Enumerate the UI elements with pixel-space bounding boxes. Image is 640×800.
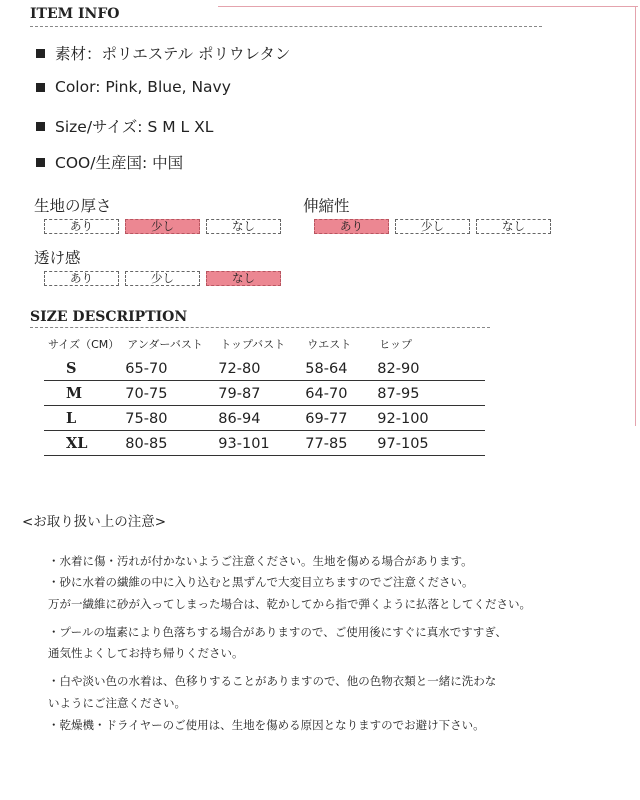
waist-cell: 58-64 <box>303 356 375 381</box>
info-row-size <box>36 115 213 137</box>
header-topbust: トップバスト <box>220 338 286 351</box>
underbust-cell: 70-75 <box>123 381 216 406</box>
info-row-text: Color: Pink, Blue, Navy <box>55 78 231 96</box>
hip-cell: 97-105 <box>375 431 485 456</box>
size-cell: M <box>44 381 123 406</box>
size-cell: XL <box>44 431 123 456</box>
decorative-line-right <box>635 6 636 426</box>
header-waist: ウエスト <box>307 338 352 351</box>
square-bullet-icon <box>36 49 45 58</box>
header-hip: ヒップ <box>379 338 412 351</box>
info-row-text: Size/サイズ: S M L XL <box>55 118 214 136</box>
sheer-label: 透け感 <box>34 249 81 267</box>
table-row <box>44 431 485 456</box>
hip-cell: 87-95 <box>375 381 485 406</box>
table-row <box>44 381 485 406</box>
waist-cell: 64-70 <box>303 381 375 406</box>
square-bullet-icon <box>36 122 45 131</box>
stretch-options <box>314 219 557 234</box>
care-line: 通気性よくしてお持ち帰りください。 <box>48 646 244 660</box>
topbust-cell: 86-94 <box>216 406 303 431</box>
thickness-label: 生地の厚さ <box>34 197 112 215</box>
header-underbust: アンダーバスト <box>127 338 203 351</box>
size-table <box>44 334 485 456</box>
underbust-cell: 80-85 <box>123 431 216 456</box>
care-title: <お取り扱い上の注意> <box>22 514 167 530</box>
topbust-cell: 72-80 <box>216 356 303 381</box>
table-row <box>44 406 485 431</box>
thickness-option-ari: あり <box>44 219 119 234</box>
size-table-header-row <box>44 334 485 356</box>
thickness-option-sukoshi: 少し <box>125 219 200 234</box>
square-bullet-icon <box>36 83 45 92</box>
info-row-material <box>36 42 290 64</box>
item-info-divider <box>30 26 542 27</box>
underbust-cell: 65-70 <box>123 356 216 381</box>
sheer-option-ari: あり <box>44 271 119 286</box>
sheer-option-sukoshi: 少し <box>125 271 200 286</box>
care-line: ・白や淡い色の水着は、色移りすることがありますので、他の色物衣類と一緒に洗わな <box>48 674 497 688</box>
sheer-option-nashi: なし <box>206 271 281 286</box>
care-line: ・プールの塩素により色落ちする場合がありますので、ご使用後にすぐに真水ですすぎ、 <box>48 625 507 639</box>
hip-cell: 92-100 <box>375 406 485 431</box>
stretch-label: 伸縮性 <box>303 197 350 215</box>
info-row-text: COO/生産国: 中国 <box>55 154 184 172</box>
waist-cell: 69-77 <box>303 406 375 431</box>
stretch-option-nashi: なし <box>476 219 551 234</box>
topbust-cell: 93-101 <box>216 431 303 456</box>
size-description-heading: SIZE DESCRIPTION <box>30 309 188 325</box>
info-row-coo <box>36 151 183 173</box>
table-row <box>44 356 485 381</box>
care-line: ・水着に傷・汚れが付かないようご注意ください。生地を傷める場合があります。 <box>48 554 473 568</box>
care-line: 万が一繊維に砂が入ってしまった場合は、乾かしてから指で弾くように払落としてください。 <box>48 597 531 611</box>
square-bullet-icon <box>36 158 45 167</box>
stretch-option-ari: あり <box>314 219 389 234</box>
hip-cell: 82-90 <box>375 356 485 381</box>
thickness-option-nashi: なし <box>206 219 281 234</box>
care-line: ・乾燥機・ドライヤーのご使用は、生地を傷める原因となりますのでお避け下さい。 <box>48 718 485 732</box>
care-line: ・砂に水着の繊維の中に入り込むと黒ずんで大変目立ちますのでご注意ください。 <box>48 575 474 589</box>
care-line: いようにご注意ください。 <box>48 696 186 710</box>
underbust-cell: 75-80 <box>123 406 216 431</box>
item-info-heading: ITEM INFO <box>30 6 120 22</box>
size-description-divider <box>30 327 490 328</box>
waist-cell: 77-85 <box>303 431 375 456</box>
size-cell: S <box>44 356 123 381</box>
info-row-text: 素材：ポリエステル ポリウレタン <box>55 45 291 63</box>
decorative-line-top <box>218 6 638 7</box>
topbust-cell: 79-87 <box>216 381 303 406</box>
thickness-options <box>44 219 287 234</box>
stretch-option-sukoshi: 少し <box>395 219 470 234</box>
header-size: サイズ（CM） <box>48 338 120 351</box>
sheer-options <box>44 271 287 286</box>
info-row-color <box>36 78 231 96</box>
size-cell: L <box>44 406 123 431</box>
